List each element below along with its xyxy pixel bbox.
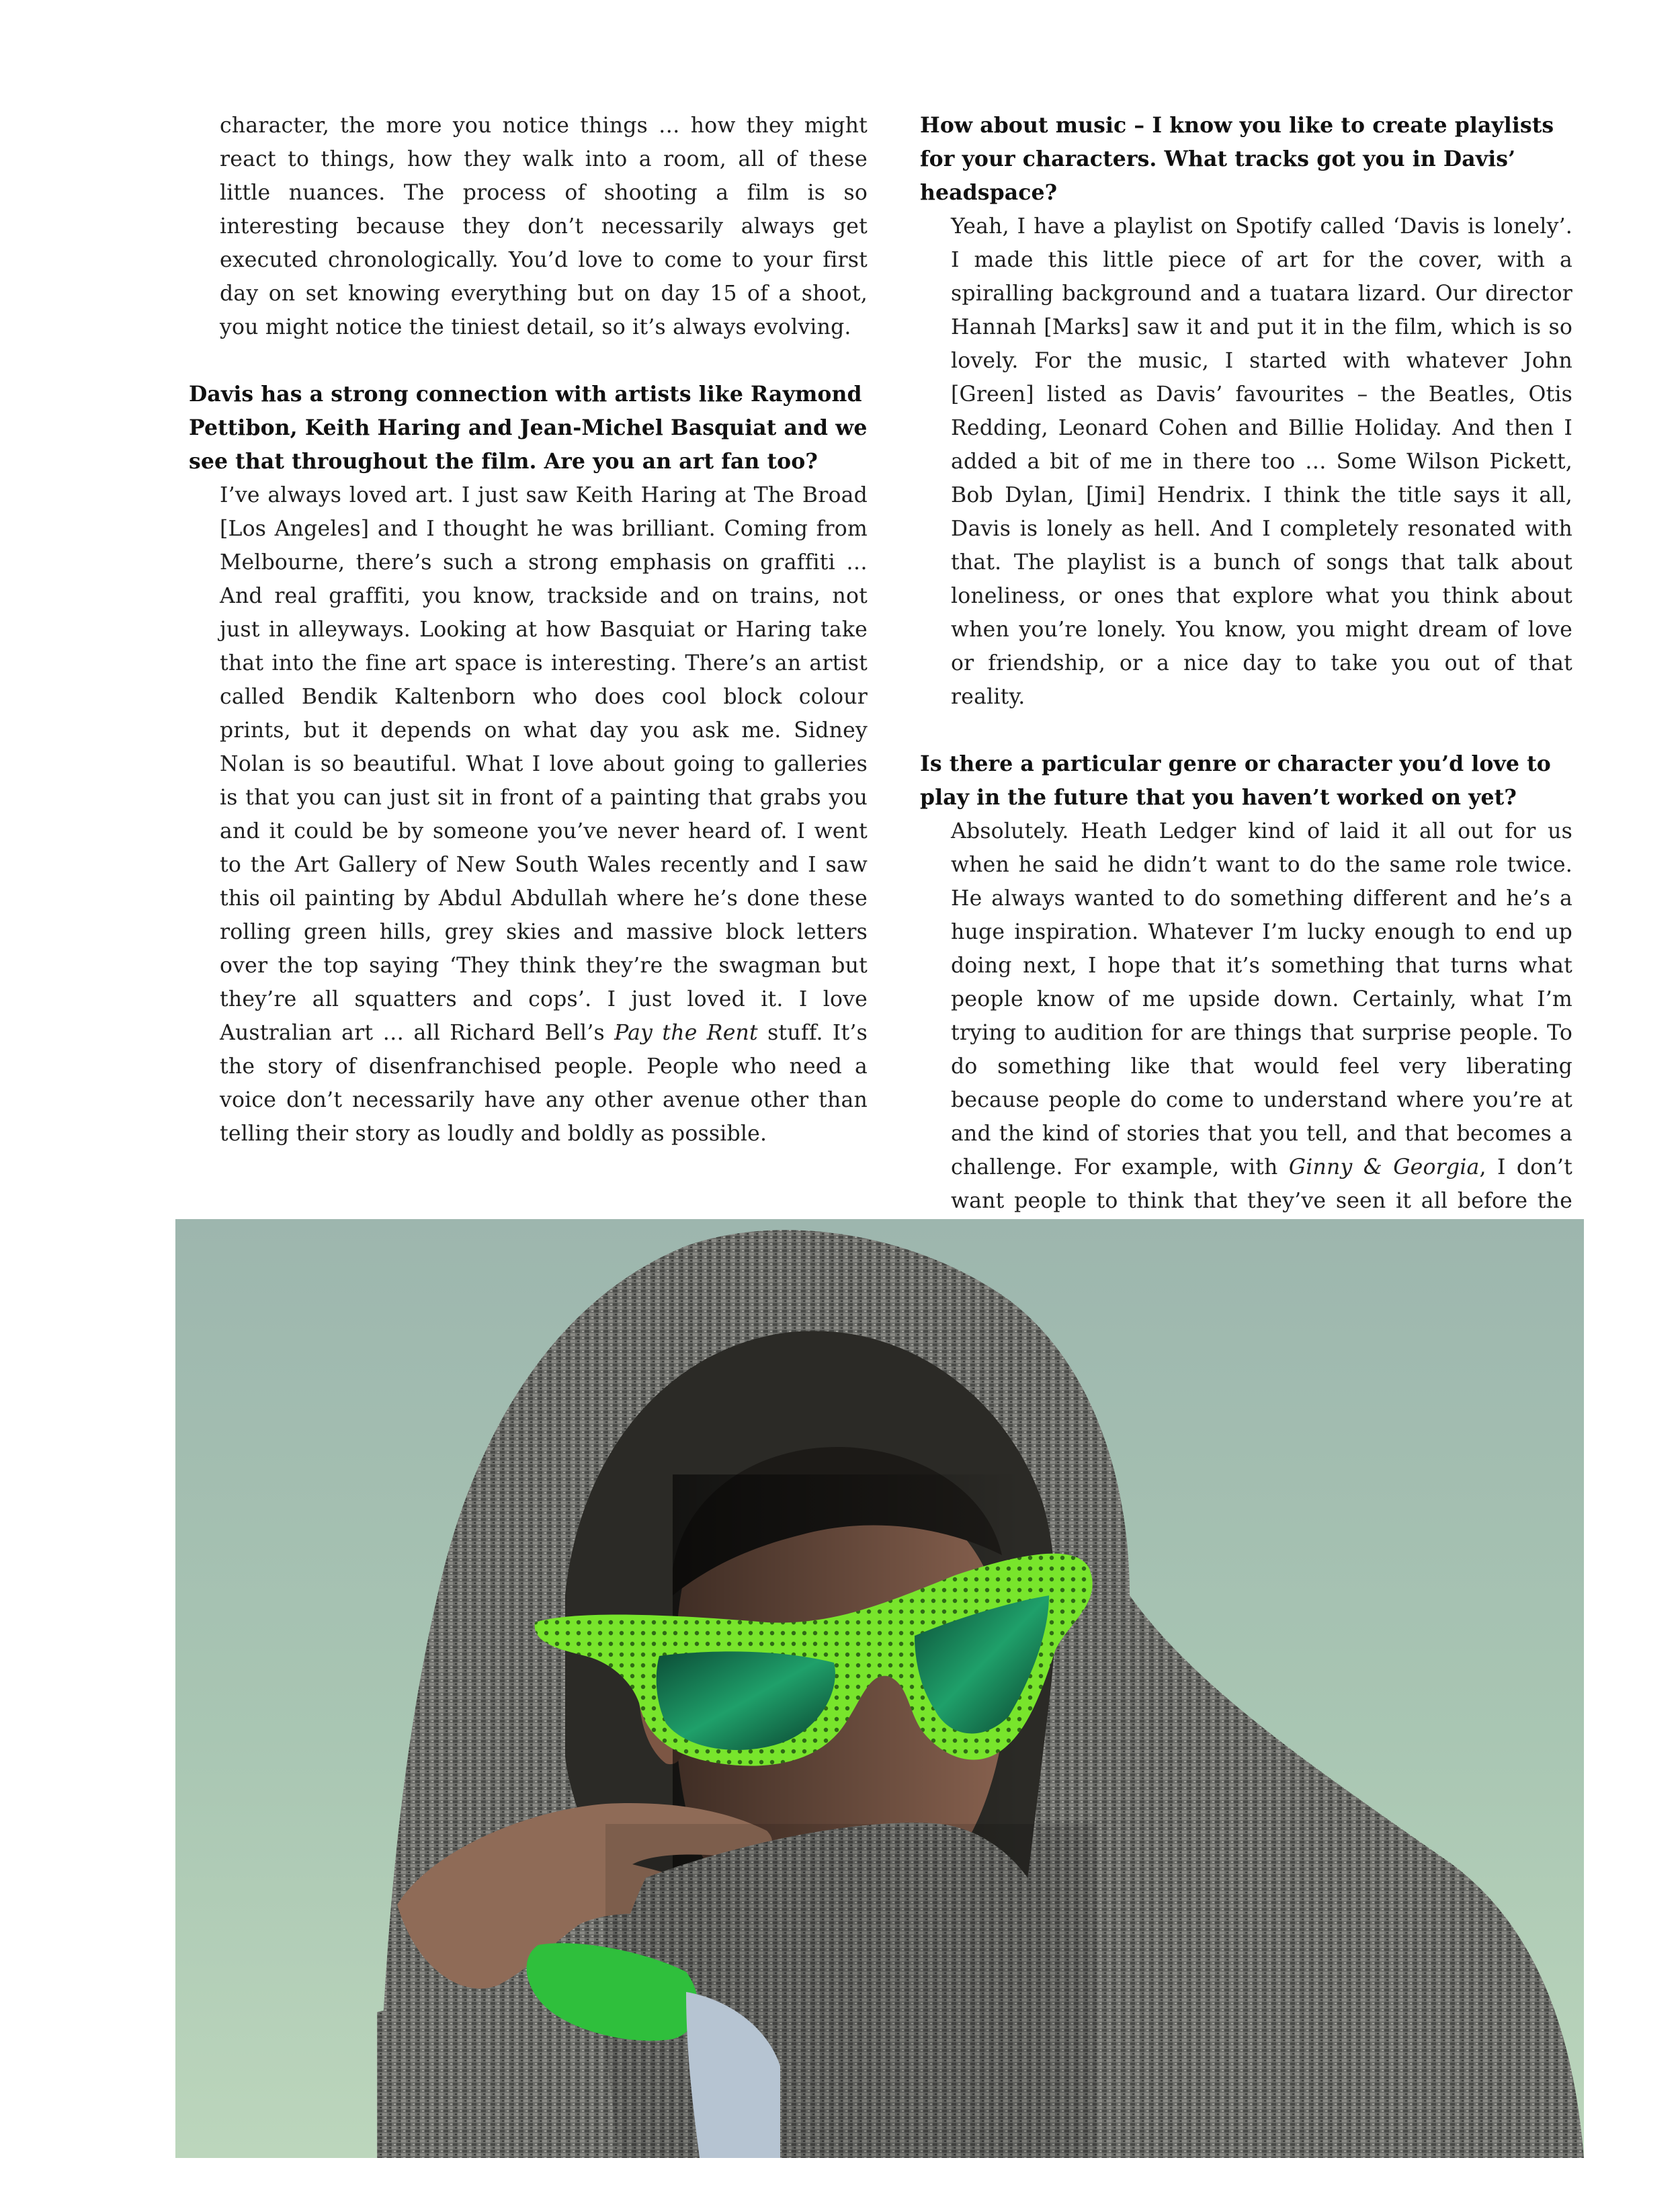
question-music: How about music – I know you like to create playlists for your characters. What tracks got you in Davis’ headspace? <box>920 113 1554 205</box>
question-art: Davis has a strong connection with artists like Raymond Pettibon, Keith Haring and Jean-Michel Basquiat and we see that throughout the film. Are you an art fan too? <box>189 382 868 474</box>
answer-continued-text: character, the more you notice things … how they might react to things, how they walk into a room, all of these little nuances. The process of shooting a film is so interesting because they don’t necessarily always get executed chronologically. You’d love to come to your first day on set knowing everything but on day 15 of a shoot, you might notice the tiniest detail, so it’s always evolving. <box>220 114 868 339</box>
answer-genre-italic: Ginny & Georgia <box>1288 1155 1480 1179</box>
portrait-photo <box>175 1219 1584 2158</box>
left-column <box>189 109 868 1184</box>
answer-continued <box>189 109 868 344</box>
answer-music: Yeah, I have a playlist on Spotify called ‘Davis is lonely’. I made this little piece of art for the cover, with a spiralling background and a tuatara lizard. Our director Hannah [Marks] saw it and put it in the film, which is so lovely. For the music, I started with whatever John [Green] listed as Davis’ favourites – the Beatles, Otis Redding, Leonard Cohen and Billie Holiday. And then I added a bit of me in there too … Some Wilson Pickett, Bob Dylan, [Jimi] Hendrix. I think the title says it all, Davis is lonely as hell. And I completely resonated with that. The playlist is a bunch of songs that talk about loneliness, or ones that explore what you think about when you’re lonely. You know, you might dream of love or friendship, or a nice day to take you out of that reality. <box>951 214 1572 709</box>
answer-genre-text: Absolutely. Heath Ledger kind of laid it all out for us when he said he didn’t want to do the same role twice. He always wanted to do something different and he’s a huge inspiration. Whatever I’m lucky enough to end up doing next, I hope that it’s something that turns what people know of me upside down. Certainly, what I’m trying to audition for are things that surprise people. To do something like that would feel very liberating because people do come to understand where you’re at and the kind of stories that you tell, and that becomes a challenge. For example, with <box>951 819 1572 1179</box>
answer-art-text-end: stuff. It’s the story of disenfranchised people. People who need a voice don’t necessarily have any other avenue other than telling their story as loudly and boldly as possible. <box>220 1021 868 1146</box>
question-genre: Is there a particular genre or character you’d love to play in the future that you haven’t worked on yet? <box>920 751 1551 810</box>
answer-art-italic: Pay the Rent <box>614 1021 758 1045</box>
answer-art-text: I’ve always loved art. I just saw Keith Haring at The Broad [Los Angeles] and I thought he was brilliant. Coming from Melbourne, there’s such a strong emphasis on graffiti … And real graffiti, you know, trackside and on trains, not just in alleyways. Looking at how Basquiat or Haring take that into the fine art space is interesting. There’s an artist called Bendik Kaltenborn who does cool block colour prints, but it depends on what day you ask me. Sidney Nolan is so beautiful. What I love about going to galleries is that you can just sit in front of a painting that grabs you and it could be by someone you’ve never heard of. I went to the Art Gallery of New South Wales recently and I saw this oil painting by Abdul Abdullah where he’s done these rolling green hills, grey skies and massive block letters over the top saying ‘They think they’re the swagman but they’re all squatters and cops’. I just loved it. I love Australian art … all Richard Bell’s <box>220 483 868 1045</box>
answer-genre-text-end: , I don’t want people to think that they’ve seen it all before the <box>951 1155 1572 1213</box>
answer-art <box>189 479 868 1151</box>
